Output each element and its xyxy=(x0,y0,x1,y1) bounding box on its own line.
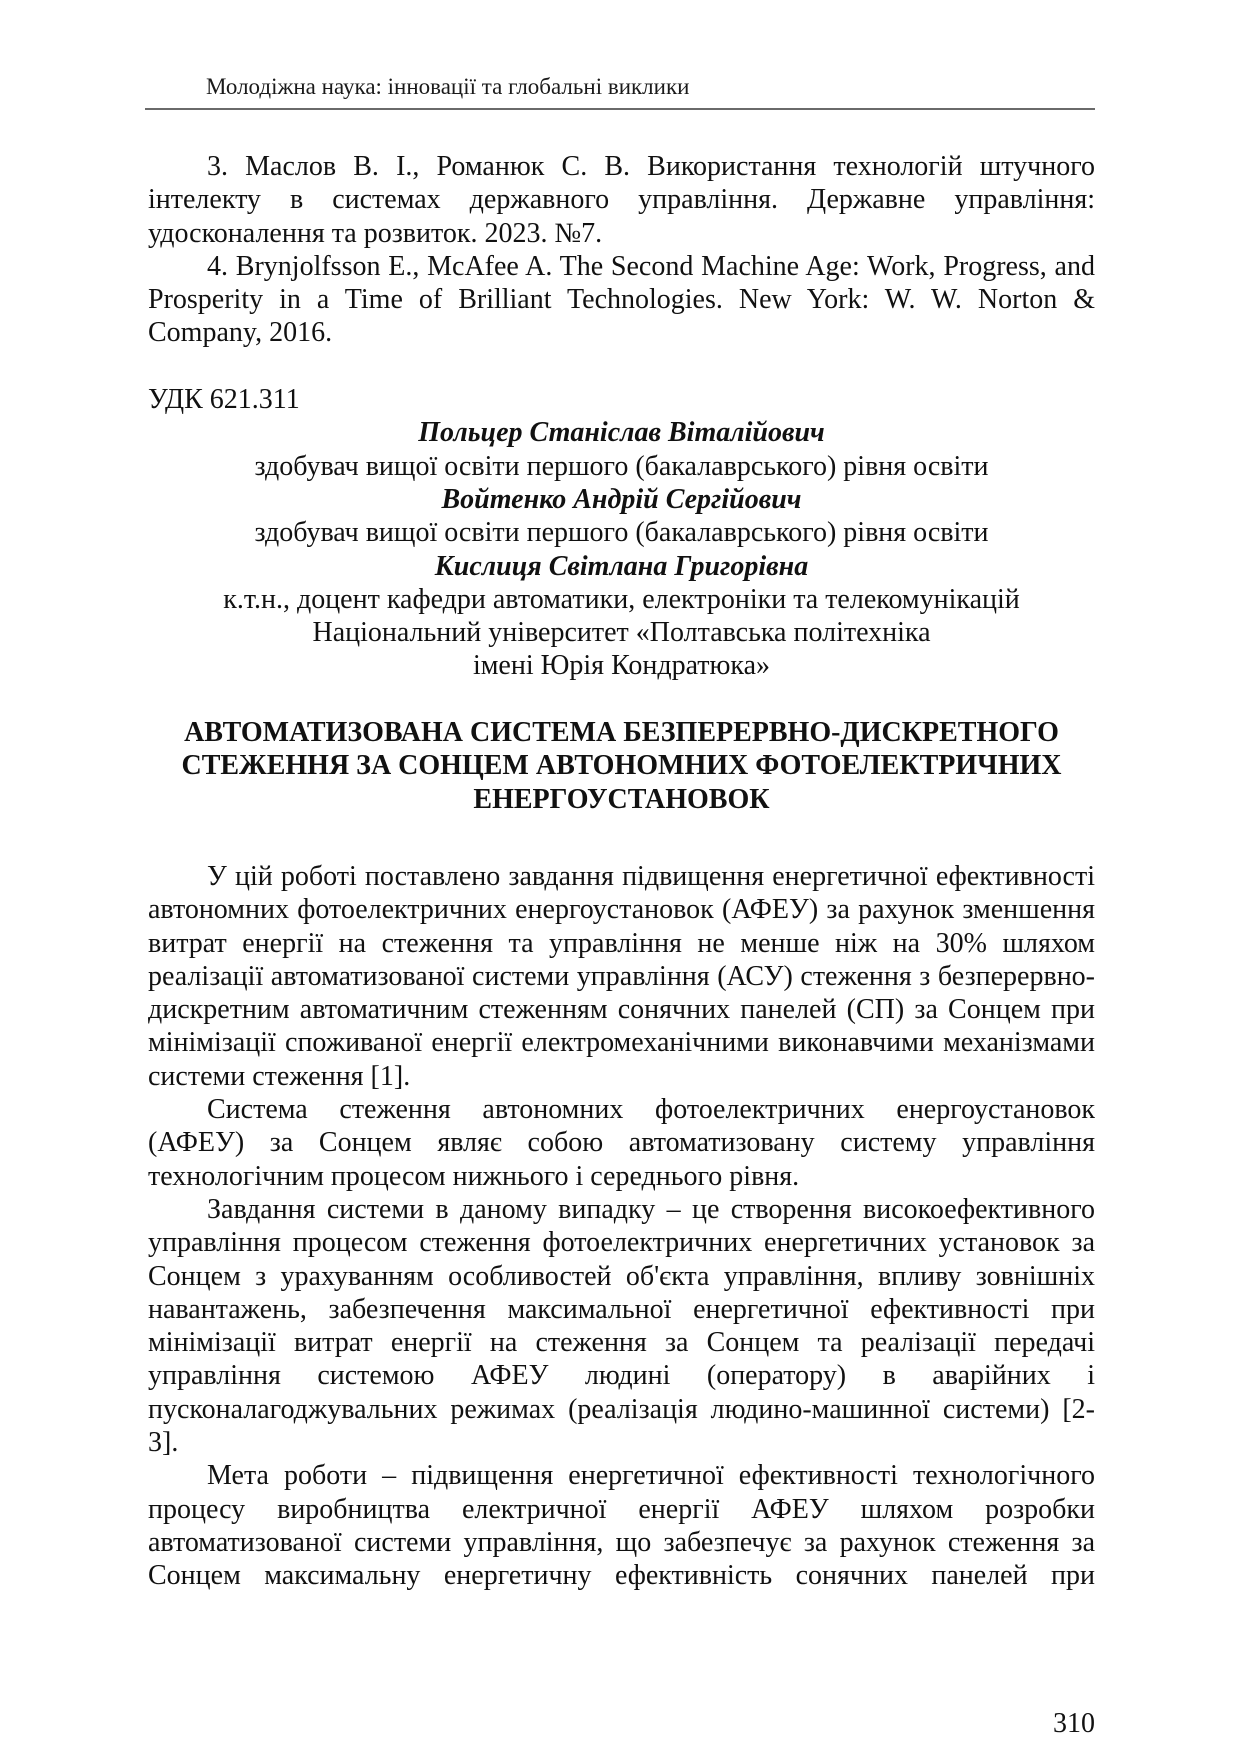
reference-item: 4. Brynjolfsson E., McAfee A. The Second Machine Age: Work, Progress, and Prosperity in a Time of Brilliant Technologies. New York: W. W. Norton & Company, 2016. xyxy=(148,250,1095,349)
article-title: АВТОМАТИЗОВАНА СИСТЕМА БЕЗПЕРЕРВНО-ДИСКРЕТНОГО СТЕЖЕННЯ ЗА СОНЦЕМ АВТОНОМНИХ ФОТОЕЛЕКТРИЧНИХ ЕНЕРГОУСТАНОВОК xyxy=(181,717,1062,815)
spacer xyxy=(148,816,1095,860)
running-head: Молодіжна наука: інновації та глобальні виклики xyxy=(206,74,690,99)
affiliation: Національний університет «Полтавська політехніка імені Юрія Кондратюка» xyxy=(312,617,931,682)
header-rule xyxy=(145,108,1095,110)
references-list xyxy=(148,150,1095,350)
spacer xyxy=(148,350,1095,383)
author-name: Польцер Станіслав Віталійович xyxy=(418,417,825,449)
author-name: Кислиця Світлана Григорівна xyxy=(434,550,809,582)
body-paragraph: У цій роботі поставлено завдання підвищення енергетичної ефективності автономних фотоелектричних енергоустановок (АФЕУ) за рахунок зменшення витрат енергії на стеження та управління не менше ніж на 30% шляхом реалізації автоматизованої системи управління (АСУ) стеження з безперервно-дискретним автоматичним стеженням сонячних панелей (СП) за Сонцем при мінімізації споживаної енергії електромеханічними виконавчими механізмами системи стеження [1]. xyxy=(148,860,1095,1092)
author-position: здобувач вищої освіти першого (бакалаврського) рівня освіти xyxy=(254,517,989,549)
authors-block xyxy=(148,416,1095,682)
spacer xyxy=(148,683,1095,716)
article-body xyxy=(148,860,1095,1593)
page-number: 310 xyxy=(1053,1708,1095,1739)
body-paragraph: Система стеження автономних фотоелектричних енергоустановок (АФЕУ) за Сонцем являє собою автоматизовану систему управління технологічним процесом нижнього і середнього рівня. xyxy=(148,1094,1095,1192)
body-paragraph: Завдання системи в даному випадку – це створення високоефективного управління процесом стеження фотоелектричних енергетичних установок за Сонцем з урахуванням особливостей об'єкта управління, впливу зовнішніх навантажень, забезпечення максимальної енергетичної ефективності при мінімізації витрат енергії на стеження за Сонцем та реалізації передачі управління системою АФЕУ людині (оператору) в аварійних і пусконалагоджувальних режимах (реалізація людино-машинної системи) [2-3]. xyxy=(148,1193,1095,1458)
author-position: здобувач вищої освіти першого (бакалаврського) рівня освіти xyxy=(254,450,989,482)
author-position: к.т.н., доцент кафедри автоматики, електроніки та телекомунікацій xyxy=(223,583,1020,615)
page-content xyxy=(148,150,1095,1592)
body-paragraph: Мета роботи – підвищення енергетичної ефективності технологічного процесу виробництва електричної енергії АФЕУ шляхом розробки автоматизованої системи управління, що забезпечує за рахунок стеження за Сонцем максимальну енергетичну ефективність сонячних панелей при xyxy=(148,1460,1095,1592)
udc-code: УДК 621.311 xyxy=(148,384,300,416)
reference-item: 3. Маслов В. І., Романюк С. В. Використання технологій штучного інтелекту в системах державного управління. Державне управління: удосконалення та розвиток. 2023. №7. xyxy=(148,151,1095,249)
author-name: Войтенко Андрій Сергійович xyxy=(441,483,802,515)
